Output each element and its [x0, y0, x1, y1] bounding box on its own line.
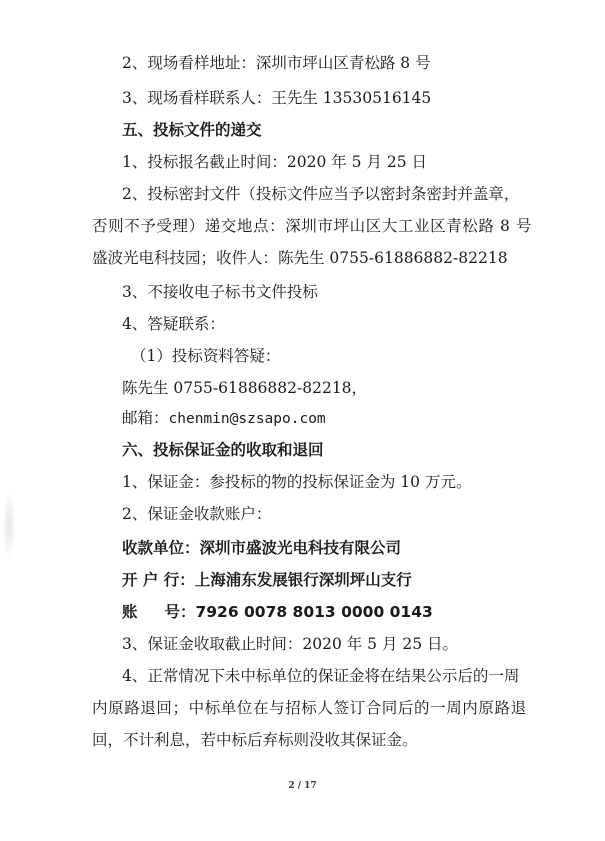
page-number: 2 / 17: [288, 781, 317, 791]
refund-para-line-3: 回，不计利息，若中标后弃标则没收其保证金。: [92, 731, 418, 749]
qa-contact-phone: 陈先生 0755-61886882-82218，: [122, 379, 368, 397]
section-heading-5: 五、投标文件的递交: [122, 121, 262, 139]
submission-para-line-2: 否则不予受理）递交地点：深圳市坪山区大工业区青松路 8 号: [92, 217, 533, 235]
refund-para-line-2: 内原路退回；中标单位在与招标人签订合同后的一周内原路退: [92, 699, 527, 717]
payee-name: 收款单位：深圳市盛波光电科技有限公司: [122, 539, 402, 557]
viewing-address: 2、现场看样地址：深圳市坪山区青松路 8 号: [122, 54, 431, 72]
email-label: 邮箱：: [122, 409, 169, 427]
qa-contact-heading: 4、答疑联系：: [122, 315, 225, 333]
account-number: 账 号：7926 0078 8013 0000 0143: [122, 603, 433, 621]
qa-email-row: [0, 408, 605, 429]
section-heading-6: 六、投标保证金的收取和退回: [122, 441, 324, 459]
submission-para-line-3: 盛波光电科技园；收件人：陈先生 0755-61886882-82218: [92, 249, 508, 267]
refund-para-line-1: 4、正常情况下未中标单位的保证金将在结果公示后的一周: [122, 667, 520, 685]
registration-deadline: 1、投标报名截止时间：2020 年 5 月 25 日: [122, 153, 428, 171]
deposit-account-heading: 2、保证金收款账户：: [122, 505, 272, 523]
qa-item-1: （1）投标资料答疑：: [131, 347, 281, 365]
bank-name: 开 户 行：上海浦东发展银行深圳坪山支行: [122, 571, 412, 589]
viewing-contact: 3、现场看样联系人：王先生 13530516145: [122, 89, 432, 107]
email-address: chenmin@szsapo.com: [168, 411, 326, 427]
deposit-amount: 1、保证金：参投标的物的投标保证金为 10 万元。: [122, 473, 472, 491]
no-electronic-bids: 3、不接收电子标书文件投标: [122, 283, 318, 301]
submission-para-line-1: 2、投标密封文件（投标文件应当予以密封条密封并盖章，: [122, 185, 520, 203]
deposit-deadline: 3、保证金收取截止时间：2020 年 5 月 25 日。: [122, 635, 459, 653]
